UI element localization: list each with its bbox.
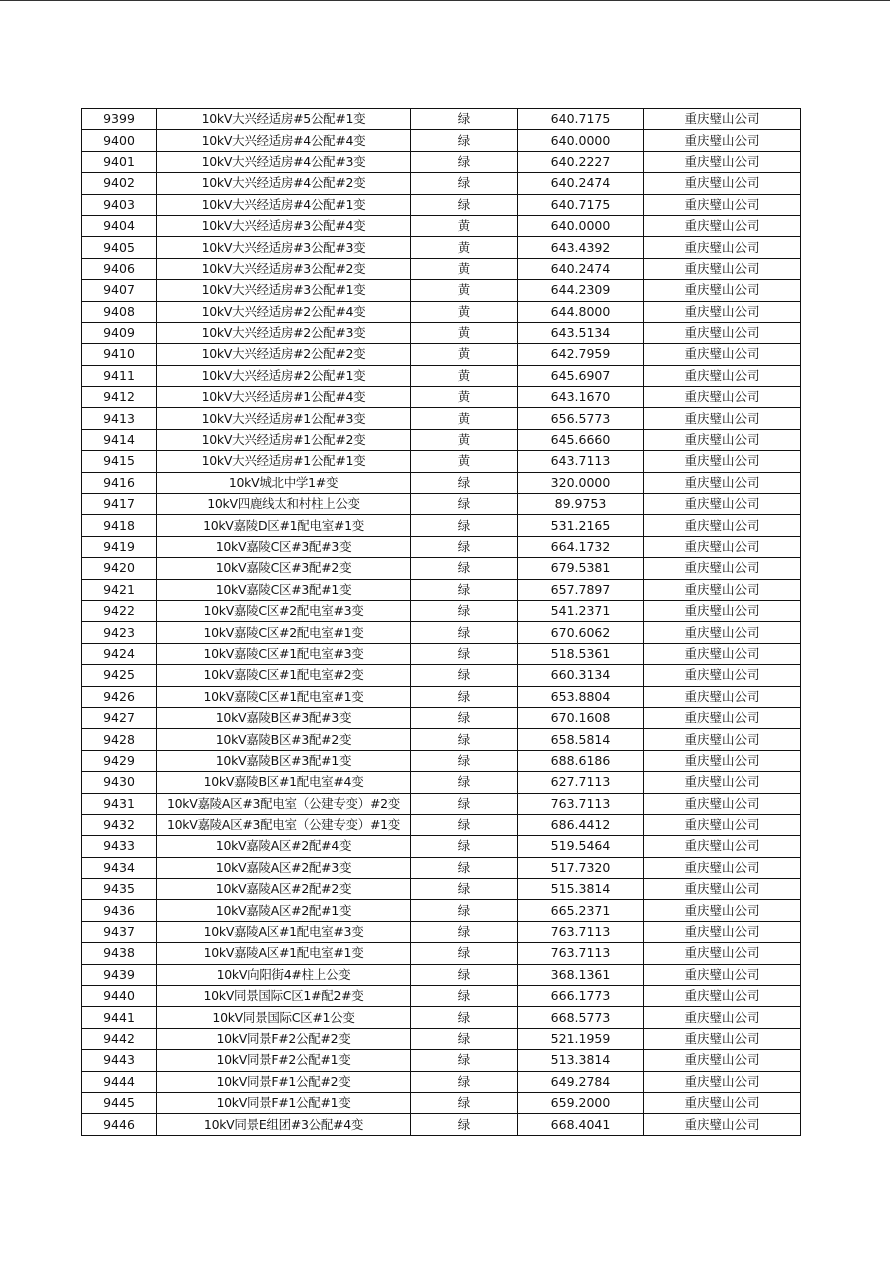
company-cell: 重庆璧山公司 [644,686,801,707]
status-color-cell: 绿 [411,622,518,643]
transformer-name-cell: 10kV嘉陵A区#3配电室（公建专变）#2变 [157,793,411,814]
company-cell: 重庆璧山公司 [644,494,801,515]
row-id-cell: 9407 [82,280,157,301]
transformer-name-cell: 10kV嘉陵A区#1配电室#3变 [157,921,411,942]
status-color-cell: 绿 [411,515,518,536]
transformer-name-cell: 10kV大兴经适房#4公配#3变 [157,151,411,172]
table-row [82,1007,801,1028]
table-row [82,729,801,750]
company-cell: 重庆璧山公司 [644,921,801,942]
row-id-cell: 9427 [82,707,157,728]
value-cell: 668.5773 [518,1007,644,1028]
row-id-cell: 9430 [82,772,157,793]
status-color-cell: 绿 [411,1050,518,1071]
value-cell: 643.4392 [518,237,644,258]
status-color-cell: 绿 [411,879,518,900]
status-color-cell: 绿 [411,1007,518,1028]
value-cell: 640.7175 [518,194,644,215]
status-color-cell: 绿 [411,109,518,130]
table-row [82,879,801,900]
status-color-cell: 绿 [411,750,518,771]
row-id-cell: 9399 [82,109,157,130]
value-cell: 640.2474 [518,173,644,194]
status-color-cell: 绿 [411,943,518,964]
row-id-cell: 9436 [82,900,157,921]
value-cell: 643.5134 [518,322,644,343]
row-id-cell: 9400 [82,130,157,151]
status-color-cell: 黄 [411,258,518,279]
transformer-name-cell: 10kV大兴经适房#1公配#1变 [157,451,411,472]
status-color-cell: 绿 [411,173,518,194]
company-cell: 重庆璧山公司 [644,215,801,236]
status-color-cell: 黄 [411,280,518,301]
row-id-cell: 9428 [82,729,157,750]
row-id-cell: 9421 [82,579,157,600]
row-id-cell: 9442 [82,1028,157,1049]
transformer-name-cell: 10kV同景国际C区#1公变 [157,1007,411,1028]
status-color-cell: 绿 [411,836,518,857]
company-cell: 重庆璧山公司 [644,1028,801,1049]
value-cell: 644.2309 [518,280,644,301]
row-id-cell: 9420 [82,558,157,579]
table-row [82,665,801,686]
value-cell: 644.8000 [518,301,644,322]
company-cell: 重庆璧山公司 [644,600,801,621]
company-cell: 重庆璧山公司 [644,750,801,771]
row-id-cell: 9440 [82,986,157,1007]
status-color-cell: 绿 [411,1092,518,1113]
row-id-cell: 9418 [82,515,157,536]
value-cell: 670.6062 [518,622,644,643]
status-color-cell: 黄 [411,408,518,429]
transformer-name-cell: 10kV城北中学1#变 [157,472,411,493]
transformer-name-cell: 10kV嘉陵C区#1配电室#1变 [157,686,411,707]
transformer-name-cell: 10kV同景F#2公配#2变 [157,1028,411,1049]
status-color-cell: 绿 [411,900,518,921]
table-row [82,472,801,493]
row-id-cell: 9446 [82,1114,157,1135]
status-color-cell: 绿 [411,793,518,814]
company-cell: 重庆璧山公司 [644,258,801,279]
row-id-cell: 9408 [82,301,157,322]
company-cell: 重庆璧山公司 [644,173,801,194]
value-cell: 640.7175 [518,109,644,130]
status-color-cell: 黄 [411,237,518,258]
transformer-name-cell: 10kV大兴经适房#3公配#2变 [157,258,411,279]
transformer-name-cell: 10kV同景F#1公配#1变 [157,1092,411,1113]
table-row [82,1092,801,1113]
row-id-cell: 9411 [82,365,157,386]
table-row [82,387,801,408]
row-id-cell: 9416 [82,472,157,493]
row-id-cell: 9422 [82,600,157,621]
table-row [82,515,801,536]
row-id-cell: 9402 [82,173,157,194]
status-color-cell: 绿 [411,643,518,664]
table-row [82,558,801,579]
company-cell: 重庆璧山公司 [644,793,801,814]
transformer-name-cell: 10kV嘉陵B区#3配#3变 [157,707,411,728]
table-row [82,494,801,515]
transformer-name-cell: 10kV嘉陵A区#2配#1变 [157,900,411,921]
value-cell: 659.2000 [518,1092,644,1113]
table-row [82,365,801,386]
table-row [82,408,801,429]
value-cell: 643.1670 [518,387,644,408]
row-id-cell: 9423 [82,622,157,643]
value-cell: 763.7113 [518,793,644,814]
value-cell: 668.4041 [518,1114,644,1135]
value-cell: 665.2371 [518,900,644,921]
company-cell: 重庆璧山公司 [644,622,801,643]
table-body [82,109,801,1136]
table-row [82,986,801,1007]
value-cell: 686.4412 [518,814,644,835]
transformer-name-cell: 10kV大兴经适房#5公配#1变 [157,109,411,130]
value-cell: 89.9753 [518,494,644,515]
table-row [82,237,801,258]
value-cell: 517.7320 [518,857,644,878]
company-cell: 重庆璧山公司 [644,772,801,793]
row-id-cell: 9434 [82,857,157,878]
company-cell: 重庆璧山公司 [644,387,801,408]
company-cell: 重庆璧山公司 [644,643,801,664]
value-cell: 541.2371 [518,600,644,621]
status-color-cell: 黄 [411,301,518,322]
transformer-name-cell: 10kV大兴经适房#1公配#4变 [157,387,411,408]
value-cell: 513.3814 [518,1050,644,1071]
value-cell: 645.6907 [518,365,644,386]
row-id-cell: 9445 [82,1092,157,1113]
transformer-name-cell: 10kV大兴经适房#1公配#2变 [157,429,411,450]
transformer-name-cell: 10kV大兴经适房#1公配#3变 [157,408,411,429]
company-cell: 重庆璧山公司 [644,665,801,686]
status-color-cell: 绿 [411,558,518,579]
table-row [82,836,801,857]
status-color-cell: 绿 [411,665,518,686]
table-row [82,451,801,472]
company-cell: 重庆璧山公司 [644,151,801,172]
table-row [82,579,801,600]
company-cell: 重庆璧山公司 [644,429,801,450]
company-cell: 重庆璧山公司 [644,729,801,750]
status-color-cell: 绿 [411,1114,518,1135]
transformer-name-cell: 10kV嘉陵B区#1配电室#4变 [157,772,411,793]
company-cell: 重庆璧山公司 [644,194,801,215]
transformer-name-cell: 10kV嘉陵A区#2配#2变 [157,879,411,900]
table-row [82,1114,801,1135]
table-row [82,964,801,985]
company-cell: 重庆璧山公司 [644,857,801,878]
transformer-name-cell: 10kV嘉陵C区#2配电室#1变 [157,622,411,643]
company-cell: 重庆璧山公司 [644,451,801,472]
page-top-border [0,0,890,1]
transformer-name-cell: 10kV大兴经适房#2公配#4变 [157,301,411,322]
value-cell: 515.3814 [518,879,644,900]
value-cell: 657.7897 [518,579,644,600]
transformer-name-cell: 10kV嘉陵C区#3配#2变 [157,558,411,579]
company-cell: 重庆璧山公司 [644,472,801,493]
status-color-cell: 绿 [411,986,518,1007]
company-cell: 重庆璧山公司 [644,280,801,301]
status-color-cell: 黄 [411,451,518,472]
company-cell: 重庆璧山公司 [644,1092,801,1113]
value-cell: 640.2227 [518,151,644,172]
transformer-name-cell: 10kV大兴经适房#4公配#1变 [157,194,411,215]
status-color-cell: 绿 [411,814,518,835]
table-row [82,130,801,151]
status-color-cell: 绿 [411,472,518,493]
transformer-name-cell: 10kV大兴经适房#4公配#4变 [157,130,411,151]
row-id-cell: 9412 [82,387,157,408]
status-color-cell: 黄 [411,344,518,365]
table-row [82,194,801,215]
company-cell: 重庆璧山公司 [644,301,801,322]
table-row [82,1071,801,1092]
company-cell: 重庆璧山公司 [644,515,801,536]
value-cell: 521.1959 [518,1028,644,1049]
transformer-name-cell: 10kV嘉陵C区#2配电室#3变 [157,600,411,621]
transformer-name-cell: 10kV同景F#1公配#2变 [157,1071,411,1092]
row-id-cell: 9433 [82,836,157,857]
value-cell: 627.7113 [518,772,644,793]
transformer-name-cell: 10kV嘉陵C区#1配电室#3变 [157,643,411,664]
transformer-name-cell: 10kV大兴经适房#2公配#3变 [157,322,411,343]
company-cell: 重庆璧山公司 [644,536,801,557]
company-cell: 重庆璧山公司 [644,322,801,343]
status-color-cell: 绿 [411,857,518,878]
table-row [82,301,801,322]
value-cell: 763.7113 [518,943,644,964]
row-id-cell: 9432 [82,814,157,835]
status-color-cell: 绿 [411,194,518,215]
row-id-cell: 9431 [82,793,157,814]
row-id-cell: 9424 [82,643,157,664]
table-row [82,151,801,172]
value-cell: 670.1608 [518,707,644,728]
table-row [82,280,801,301]
transformer-name-cell: 10kV嘉陵C区#3配#1变 [157,579,411,600]
row-id-cell: 9401 [82,151,157,172]
company-cell: 重庆璧山公司 [644,879,801,900]
transformer-name-cell: 10kV大兴经适房#2公配#2变 [157,344,411,365]
transformer-name-cell: 10kV嘉陵A区#2配#3变 [157,857,411,878]
status-color-cell: 绿 [411,772,518,793]
value-cell: 658.5814 [518,729,644,750]
row-id-cell: 9437 [82,921,157,942]
row-id-cell: 9409 [82,322,157,343]
transformer-name-cell: 10kV同景E组团#3公配#4变 [157,1114,411,1135]
value-cell: 653.8804 [518,686,644,707]
status-color-cell: 绿 [411,707,518,728]
status-color-cell: 绿 [411,1071,518,1092]
company-cell: 重庆璧山公司 [644,900,801,921]
value-cell: 763.7113 [518,921,644,942]
transformer-name-cell: 10kV同景国际C区1#配2#变 [157,986,411,1007]
row-id-cell: 9419 [82,536,157,557]
table-row [82,536,801,557]
value-cell: 640.0000 [518,130,644,151]
transformer-name-cell: 10kV大兴经适房#3公配#1变 [157,280,411,301]
value-cell: 368.1361 [518,964,644,985]
status-color-cell: 绿 [411,579,518,600]
row-id-cell: 9429 [82,750,157,771]
row-id-cell: 9415 [82,451,157,472]
transformer-name-cell: 10kV大兴经适房#3公配#3变 [157,237,411,258]
company-cell: 重庆璧山公司 [644,408,801,429]
company-cell: 重庆璧山公司 [644,1114,801,1135]
value-cell: 518.5361 [518,643,644,664]
status-color-cell: 绿 [411,600,518,621]
row-id-cell: 9441 [82,1007,157,1028]
company-cell: 重庆璧山公司 [644,964,801,985]
company-cell: 重庆璧山公司 [644,1050,801,1071]
value-cell: 643.7113 [518,451,644,472]
transformer-name-cell: 10kV嘉陵A区#3配电室（公建专变）#1变 [157,814,411,835]
value-cell: 645.6660 [518,429,644,450]
transformer-name-cell: 10kV大兴经适房#2公配#1变 [157,365,411,386]
status-color-cell: 绿 [411,1028,518,1049]
value-cell: 664.1732 [518,536,644,557]
company-cell: 重庆璧山公司 [644,707,801,728]
company-cell: 重庆璧山公司 [644,943,801,964]
table-row [82,686,801,707]
company-cell: 重庆璧山公司 [644,1007,801,1028]
value-cell: 642.7959 [518,344,644,365]
transformer-name-cell: 10kV嘉陵B区#3配#1变 [157,750,411,771]
table-row [82,857,801,878]
transformer-name-cell: 10kV嘉陵A区#2配#4变 [157,836,411,857]
row-id-cell: 9413 [82,408,157,429]
company-cell: 重庆璧山公司 [644,814,801,835]
transformer-name-cell: 10kV四鹿线太和村柱上公变 [157,494,411,515]
row-id-cell: 9414 [82,429,157,450]
table-row [82,1050,801,1071]
company-cell: 重庆璧山公司 [644,986,801,1007]
row-id-cell: 9426 [82,686,157,707]
table-row [82,772,801,793]
status-color-cell: 绿 [411,921,518,942]
row-id-cell: 9403 [82,194,157,215]
value-cell: 660.3134 [518,665,644,686]
value-cell: 679.5381 [518,558,644,579]
table-row [82,643,801,664]
value-cell: 640.0000 [518,215,644,236]
status-color-cell: 绿 [411,130,518,151]
status-color-cell: 黄 [411,322,518,343]
table-row [82,921,801,942]
value-cell: 649.2784 [518,1071,644,1092]
row-id-cell: 9417 [82,494,157,515]
row-id-cell: 9435 [82,879,157,900]
value-cell: 688.6186 [518,750,644,771]
company-cell: 重庆璧山公司 [644,109,801,130]
table-row [82,707,801,728]
status-color-cell: 绿 [411,536,518,557]
row-id-cell: 9425 [82,665,157,686]
company-cell: 重庆璧山公司 [644,130,801,151]
row-id-cell: 9410 [82,344,157,365]
value-cell: 666.1773 [518,986,644,1007]
table-row [82,109,801,130]
company-cell: 重庆璧山公司 [644,558,801,579]
table-row [82,793,801,814]
table-row [82,622,801,643]
transformer-name-cell: 10kV同景F#2公配#1变 [157,1050,411,1071]
status-color-cell: 绿 [411,964,518,985]
transformer-name-cell: 10kV向阳街4#柱上公变 [157,964,411,985]
row-id-cell: 9439 [82,964,157,985]
value-cell: 320.0000 [518,472,644,493]
company-cell: 重庆璧山公司 [644,344,801,365]
company-cell: 重庆璧山公司 [644,1071,801,1092]
transformer-name-cell: 10kV嘉陵B区#3配#2变 [157,729,411,750]
status-color-cell: 黄 [411,429,518,450]
transformer-name-cell: 10kV嘉陵C区#3配#3变 [157,536,411,557]
table-row [82,943,801,964]
company-cell: 重庆璧山公司 [644,579,801,600]
company-cell: 重庆璧山公司 [644,836,801,857]
status-color-cell: 绿 [411,729,518,750]
status-color-cell: 绿 [411,151,518,172]
status-color-cell: 绿 [411,686,518,707]
row-id-cell: 9406 [82,258,157,279]
table-row [82,215,801,236]
transformer-table [81,108,801,1136]
table-row [82,173,801,194]
transformer-name-cell: 10kV大兴经适房#4公配#2变 [157,173,411,194]
value-cell: 531.2165 [518,515,644,536]
transformer-name-cell: 10kV嘉陵C区#1配电室#2变 [157,665,411,686]
status-color-cell: 黄 [411,215,518,236]
value-cell: 656.5773 [518,408,644,429]
row-id-cell: 9404 [82,215,157,236]
status-color-cell: 绿 [411,494,518,515]
table-row [82,258,801,279]
row-id-cell: 9443 [82,1050,157,1071]
table-row [82,900,801,921]
status-color-cell: 黄 [411,365,518,386]
table-row [82,429,801,450]
row-id-cell: 9444 [82,1071,157,1092]
table-row [82,344,801,365]
transformer-name-cell: 10kV嘉陵A区#1配电室#1变 [157,943,411,964]
value-cell: 640.2474 [518,258,644,279]
company-cell: 重庆璧山公司 [644,237,801,258]
table-row [82,1028,801,1049]
transformer-name-cell: 10kV大兴经适房#3公配#4变 [157,215,411,236]
transformer-name-cell: 10kV嘉陵D区#1配电室#1变 [157,515,411,536]
status-color-cell: 黄 [411,387,518,408]
row-id-cell: 9405 [82,237,157,258]
table-row [82,814,801,835]
table-row [82,322,801,343]
row-id-cell: 9438 [82,943,157,964]
value-cell: 519.5464 [518,836,644,857]
table-row [82,600,801,621]
table-row [82,750,801,771]
company-cell: 重庆璧山公司 [644,365,801,386]
